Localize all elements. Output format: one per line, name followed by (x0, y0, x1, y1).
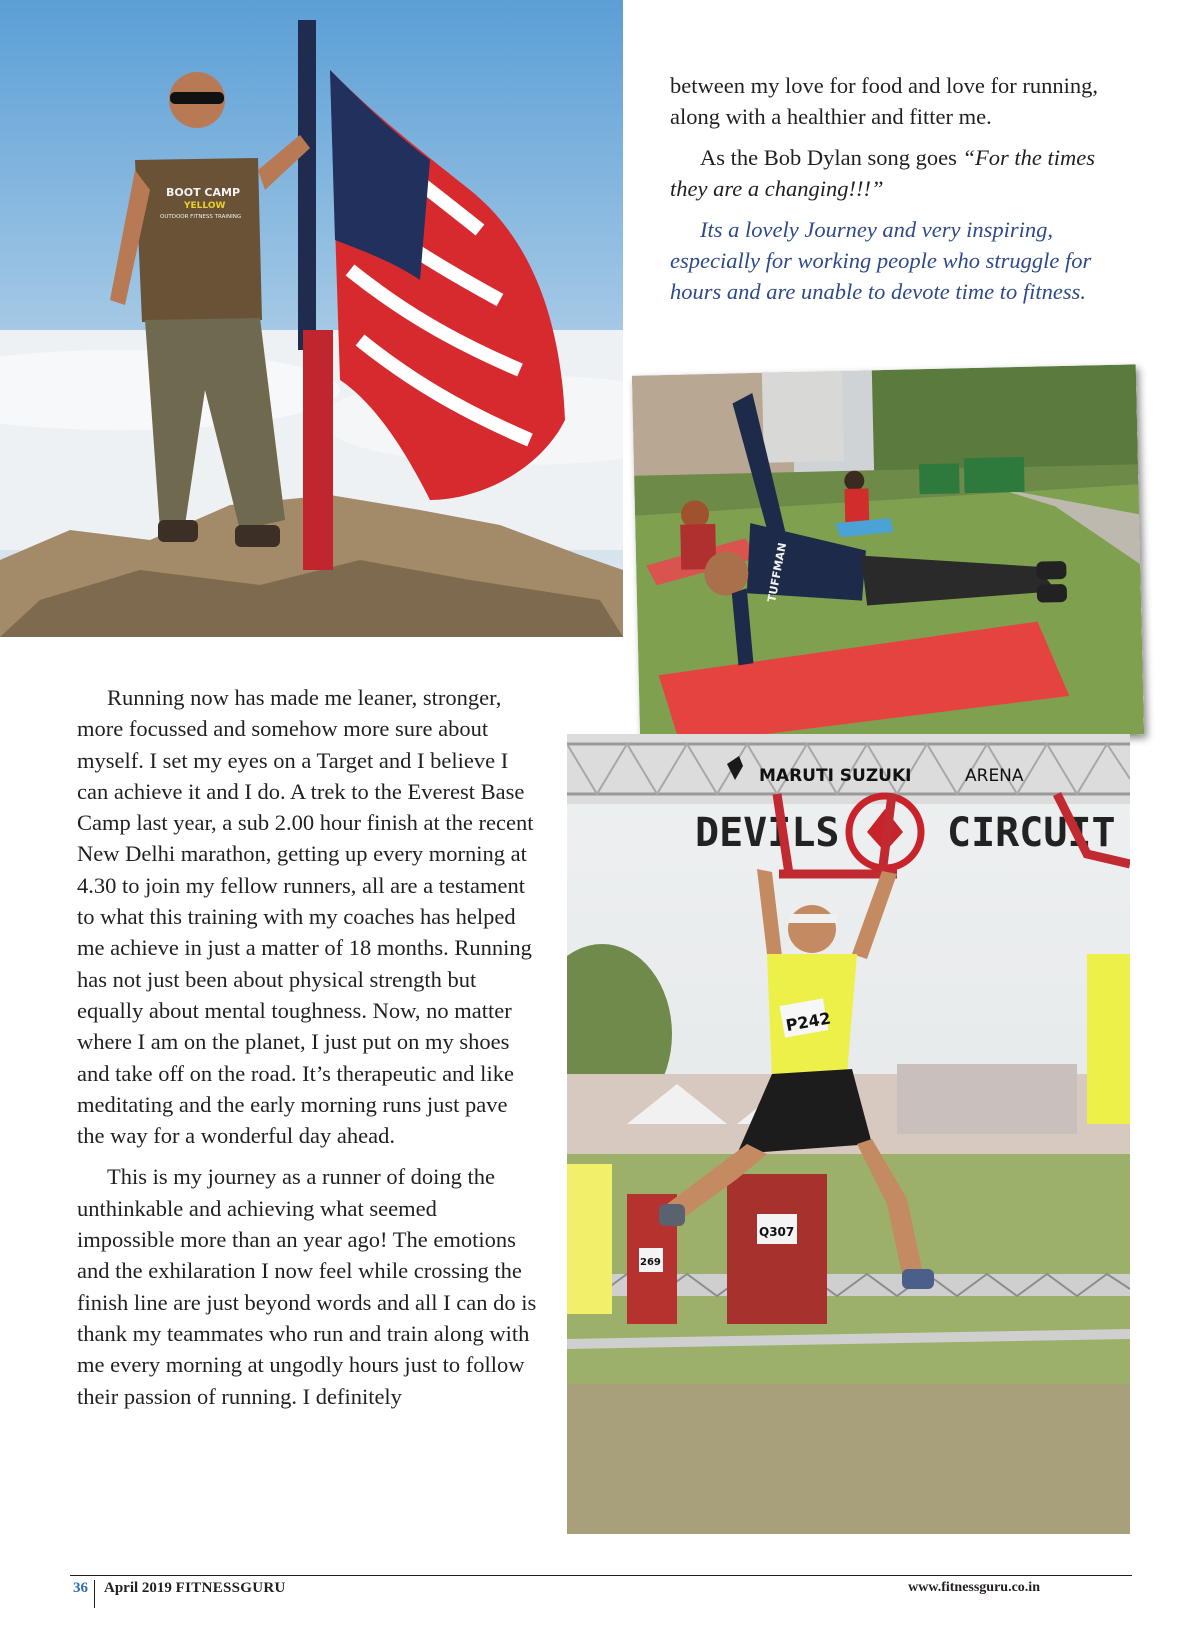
plank-photo-art (632, 364, 1144, 745)
footer-rule (70, 1575, 1132, 1576)
shirt-text: TUFFMAN (765, 541, 790, 604)
dylan-lead: As the Bob Dylan song goes (700, 145, 963, 170)
dylan-quote: “For the times they are a changing!!!” (670, 145, 1095, 201)
tshirt-text-1: BOOT CAMP (166, 186, 241, 199)
bib-side-text: 269 (640, 1257, 661, 1268)
paragraph-continuation: between my love for food and love for running, along with a healthier and fitter me. (670, 73, 1099, 129)
tshirt-text-3: OUTDOOR FITNESS TRAINING (160, 214, 242, 220)
pole (298, 20, 316, 350)
event-left-text: DEVILS (695, 810, 840, 856)
event-right-text: CIRCUIT (947, 810, 1116, 856)
devils-circuit-photo (567, 734, 1130, 1534)
paragraph-dylan (670, 142, 1125, 204)
right-column-text (670, 70, 1125, 317)
paragraph-journey: This is my journey as a runner of doing the unthinkable and achieving what seemed impossible more than an year ago! The emotions and the exhilaration I now feel while crossing the finish line are just beyond words and all I can do is thank my teammates who run and train along with me every morning at ungodly hours just to follow their passion of running. I definitely (77, 1164, 537, 1409)
summit-photo-art (0, 0, 623, 637)
arena-word-text: ARENA (965, 766, 1024, 786)
bib-back-text: Q307 (759, 1225, 795, 1239)
tshirt-text-2: YELLOW (184, 201, 226, 211)
page-number: 36 (73, 1580, 95, 1608)
paragraph-running-now: Running now has made me leaner, stronger, more focussed and somehow more sure about myself. I set my eyes on a Target and I believe I can achieve it and I do. A trek to the Everest Base Camp last year, a sub 2.00 hour finish at the recent New Delhi marathon, getting up every morning at 4.30 to join my fellow runners, all are a testament to what this training with my coaches has helped me achieve in just a matter of 18 months. Running has not just been about physical strength but equally about mental toughness. Now, no matter where I am on the planet, I just put on my shoes and take off on the road. It’s therapeutic and like meditating and the early morning runs just pave the way for a wonderful day ahead. (77, 685, 534, 1149)
website-url[interactable]: www.fitnessguru.co.in (908, 1580, 1040, 1595)
plank-photo (632, 364, 1144, 745)
arena-brand-text: MARUTI SUZUKI (759, 766, 912, 786)
magazine-name: FITNESSGURU (175, 1580, 286, 1596)
circuit-photo-art (567, 734, 1130, 1534)
pull-quote: Its a lovely Journey and very inspiring, especially for working people who struggle for hours and are unable to devote time to fitness. (670, 217, 1092, 304)
summit-photo (0, 0, 623, 637)
issue-date: April 2019 (104, 1580, 172, 1596)
left-column-text (77, 682, 537, 1422)
bib-main-text: P242 (784, 1008, 833, 1036)
issue-line (104, 1580, 286, 1608)
